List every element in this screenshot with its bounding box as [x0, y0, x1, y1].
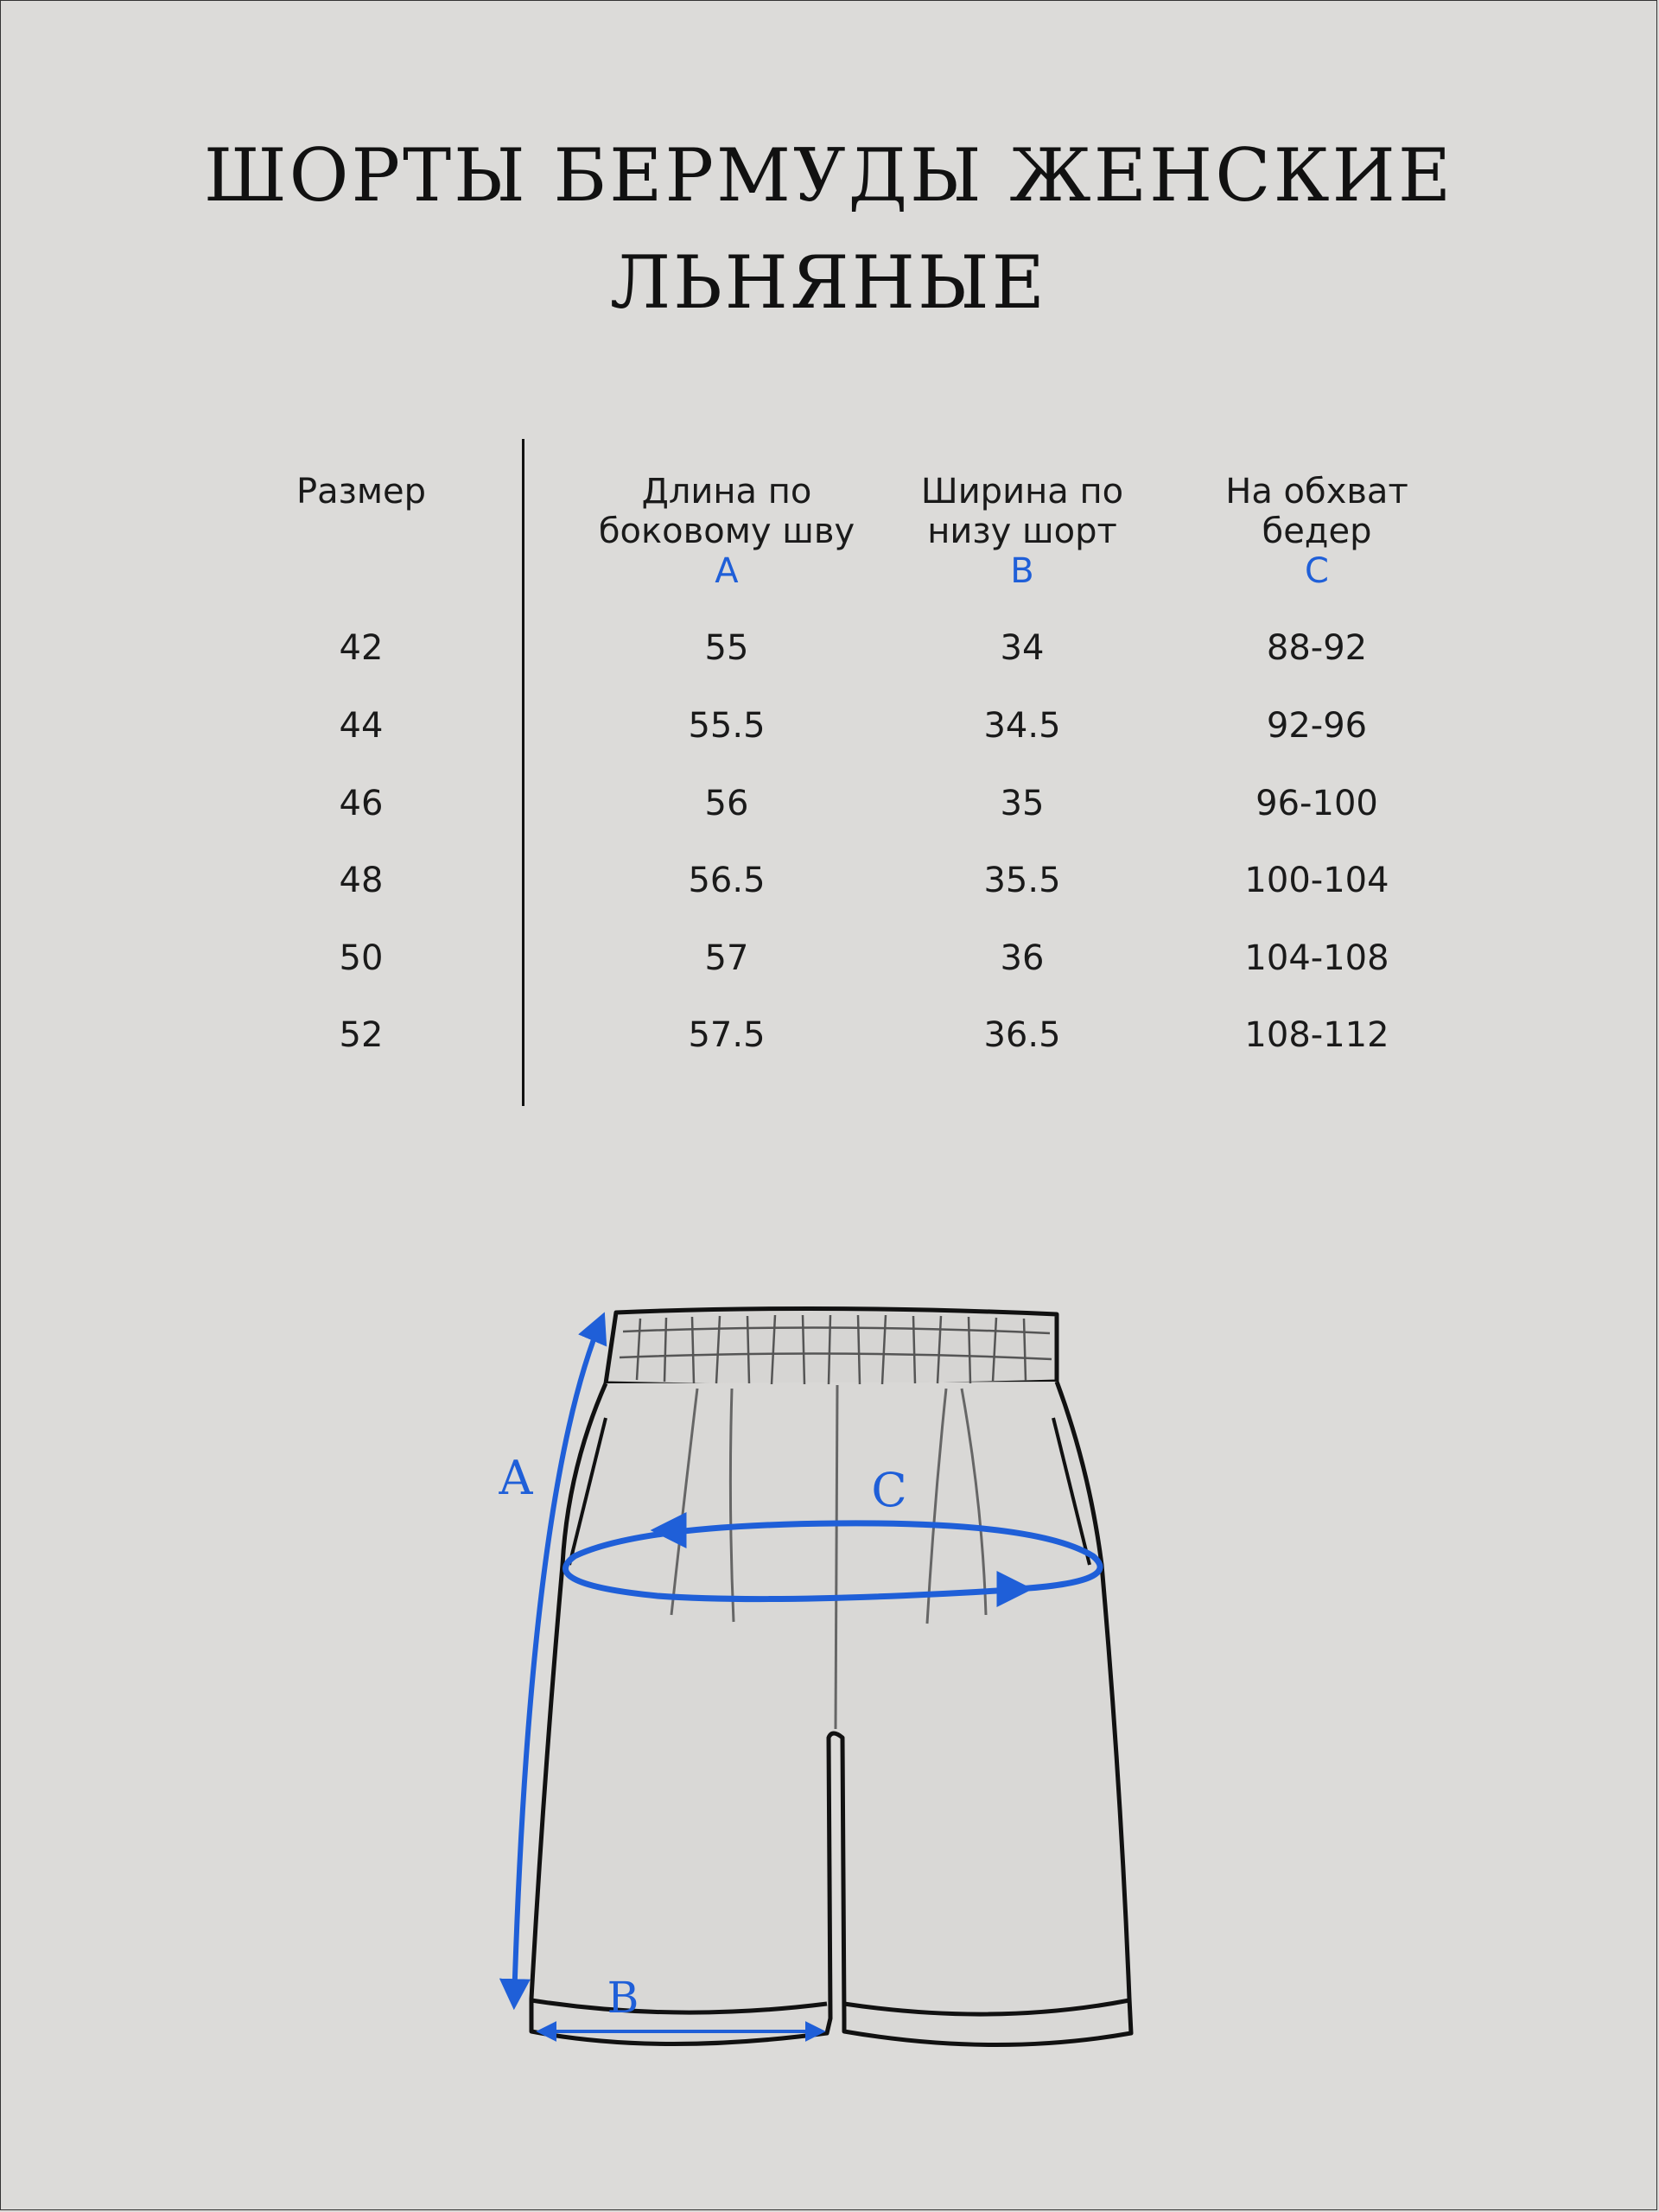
header-width-label: Ширина по низу шорт	[920, 472, 1124, 551]
header-length-label: Длина по боковому шву	[598, 472, 855, 551]
header-size-label: Размер	[296, 472, 427, 512]
cell-size: 46	[339, 784, 384, 823]
cell-hip: 100-104	[1244, 861, 1389, 900]
header-hip-letter: C	[1305, 551, 1329, 591]
cell-size: 44	[339, 706, 384, 746]
cell-hip: 96-100	[1255, 784, 1378, 823]
shorts-outline	[531, 1308, 1131, 2044]
measure-b-label: B	[607, 1973, 639, 2023]
header-length-letter: A	[715, 551, 739, 591]
cell-width: 36.5	[983, 1015, 1061, 1055]
cell-width: 36	[1000, 938, 1045, 978]
cell-width: 35.5	[983, 861, 1061, 900]
measure-a-label: A	[499, 1451, 533, 1505]
cell-size: 50	[339, 938, 384, 978]
cell-size: 52	[339, 1015, 384, 1055]
header-width-letter: B	[1010, 551, 1034, 591]
cell-hip: 108-112	[1244, 1015, 1389, 1055]
cell-hip: 92-96	[1266, 706, 1368, 746]
cell-width: 34.5	[983, 706, 1061, 746]
cell-width: 34	[1000, 628, 1045, 668]
title-line-1: ШОРТЫ БЕРМУДЫ ЖЕНСКИЕ	[203, 133, 1454, 218]
cell-size: 42	[339, 628, 384, 668]
cell-length: 57.5	[688, 1015, 766, 1055]
cell-length: 56.5	[688, 861, 766, 900]
cell-length: 55.5	[688, 706, 766, 746]
cell-length: 57	[704, 938, 749, 978]
cell-width: 35	[1000, 784, 1045, 823]
header-hip-label: На обхват бедер	[1225, 472, 1408, 551]
cell-length: 55	[704, 628, 749, 668]
cell-length: 56	[704, 784, 749, 823]
cell-hip: 88-92	[1266, 628, 1368, 668]
shorts-measurement-diagram	[1, 1, 1658, 2211]
cell-hip: 104-108	[1244, 938, 1389, 978]
measure-c-label: C	[871, 1463, 907, 1517]
cell-size: 48	[339, 861, 384, 900]
title-line-2: ЛЬНЯНЫЕ	[609, 240, 1047, 325]
